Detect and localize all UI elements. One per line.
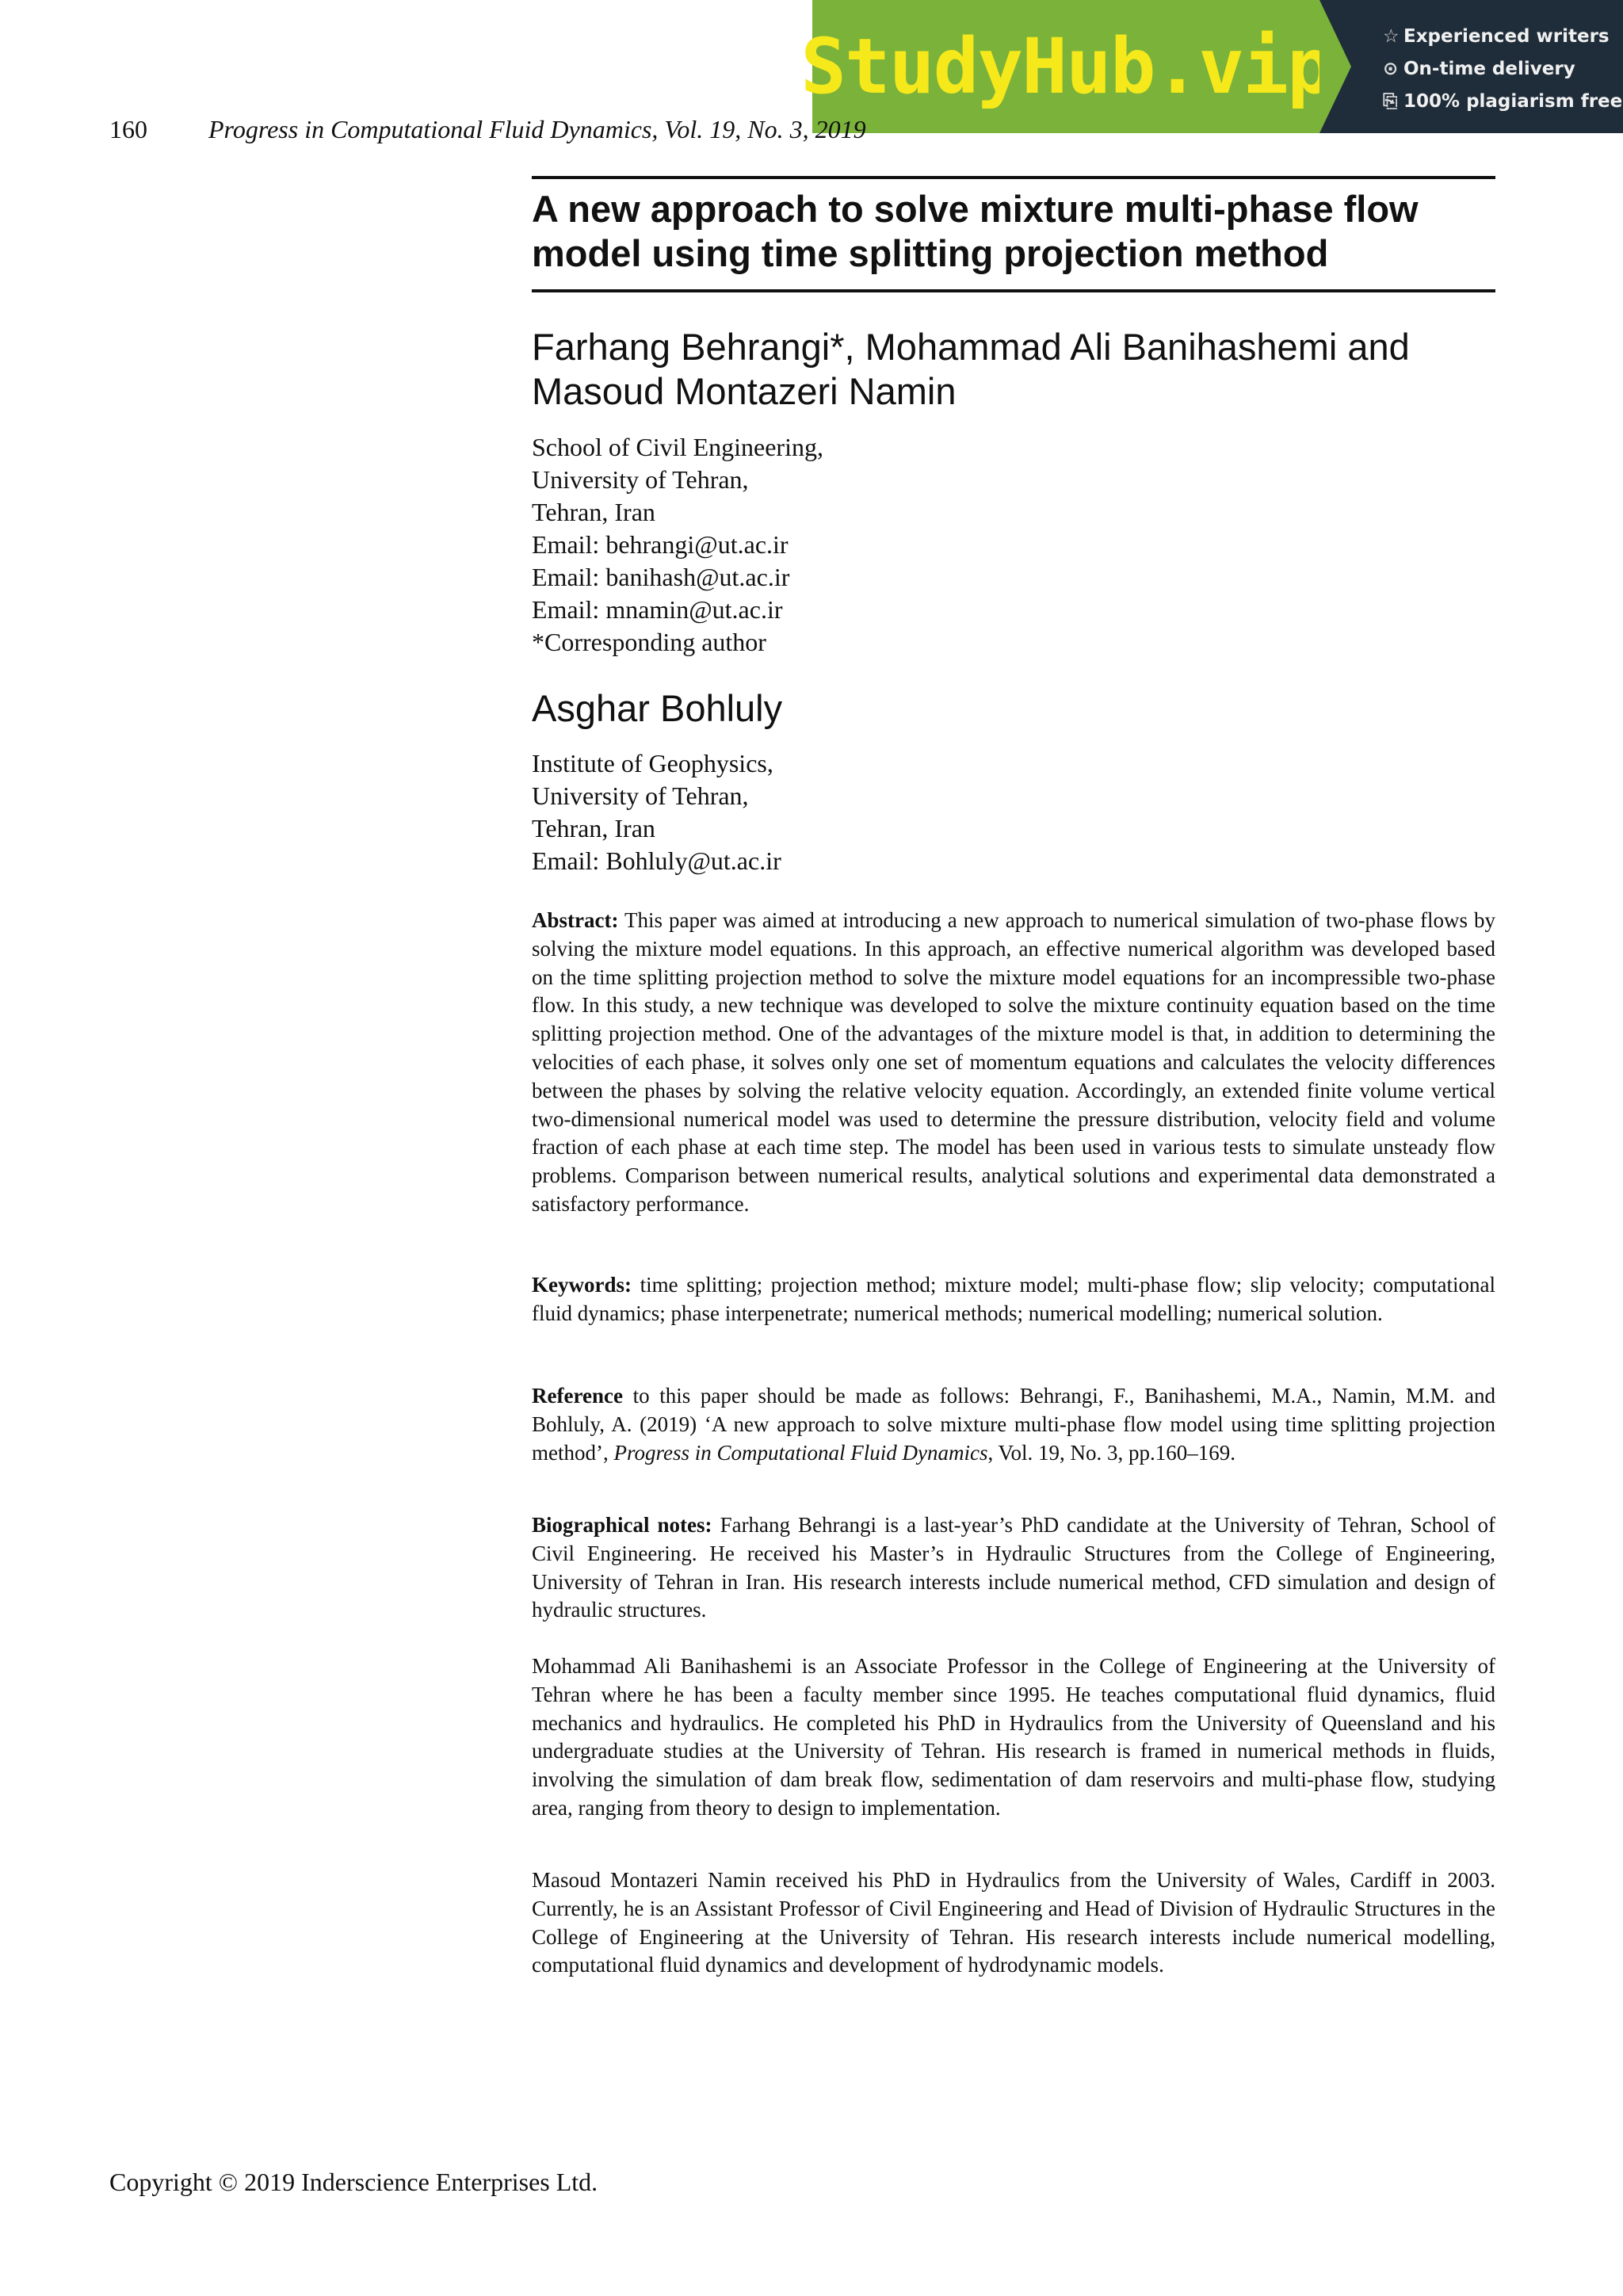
brand-logo: StudyHub.vip [800,22,1331,111]
clock-icon: ⊙ [1383,59,1399,79]
keywords-label: Keywords: [532,1273,632,1297]
affiliation-block: Institute of Geophysics, University of Tehran, Tehran, Iran Email: Bohluly@ut.ac.ir [532,747,781,877]
bio-label: Biographical notes: [532,1513,712,1537]
feature-list [1319,0,1623,133]
bio-banihashemi: Mohammad Ali Banihashemi is an Associate Professor in the College of Engineering at the University of Tehran where he has been a faculty member since 1995. He teaches computational fluid dynamics, fluid mechanics and hydraulics. He completed his PhD in Hydraulics from the University of Queensland and his undergraduate studies at the University of Tehran. His research is framed in numerical methods in fluids, involving the simulation of dam break flow, sedimentation of dam reservoirs and multi-phase flow, studying area, ranging from theory to design to implementation. [532,1654,1495,1820]
email-link[interactable]: Email: banihash@ut.ac.ir [532,563,790,591]
author-list: Farhang Behrangi*, Mohammad Ali Banihashemi and Masoud Montazeri Namin [532,326,1410,412]
feature-item: ☆ Experienced writers [1383,21,1623,53]
copyright: Copyright © 2019 Inderscience Enterprises Ltd. [109,2168,598,2196]
email-link[interactable]: Email: behrangi@ut.ac.ir [532,530,789,559]
abstract: Abstract: This paper was aimed at introducing a new approach to numerical simulation of two-phase flows by solving the mixture model equations. In this approach, an effective numerical algorithm was developed based on the time splitting projection method to solve the mixture model equations for an incompressible two-phase flow. In this study, a new technique was developed to solve the mixture continuity equation based on the time splitting projection method. One of the advantages of the mixture model is that, in addition to determining the velocities of each phase, it solves only one set of momentum equations and calculates the velocity differences between the phases by solving the relative velocity equation. Accordingly, an extended finite volume vertical two-dimensional numerical model was used to determine the pressure distribution, velocity field and volume fraction of each phase at each time step. The model has been used in various tests to simulate unsteady flow problems. Comparison between numerical results, analytical solutions and experimental data demonstrated a satisfactory performance. [532,908,1496,1216]
feature-item: ⎘ 100% plagiarism free [1383,86,1623,118]
document-check-icon: ⎘ [1383,91,1398,112]
reference-label: Reference [532,1384,623,1408]
bio-namin: Masoud Montazeri Namin received his PhD in Hydraulics from the University of Wales, Cardiff in 2003. Currently, he is an Assistant Professor of Civil Engineering and Head of Division of Hydraulic Structures in the College of Engineering at the University of Tehran. His research interests include numerical modelling, computational fluid dynamics and development of hydrodynamic models. [532,1868,1495,1977]
affiliation-block: School of Civil Engineering, University of Tehran, Tehran, Iran Email: behrangi@ut.ac.ir Email: banihash@ut.ac.ir Email: mnamin@ut.ac.ir *Corresponding author [532,433,823,656]
studyhub-banner[interactable] [800,0,1623,133]
abstract-label: Abstract: [532,908,619,932]
star-icon: ☆ [1383,26,1400,47]
journal-name: Progress in Computational Fluid Dynamics, Vol. 19, No. 3, 2019 [208,115,866,143]
page-number: 160 [109,115,147,143]
title-rule-bottom [532,289,1495,292]
feature-item: ⊙ On-time delivery [1383,53,1623,86]
running-head [109,115,866,144]
author-bohluly: Asghar Bohluly [532,687,783,729]
email-link[interactable]: Email: Bohluly@ut.ac.ir [532,846,781,875]
email-link[interactable]: Email: mnamin@ut.ac.ir [532,595,783,624]
reference: Reference to this paper should be made as follows: Behrangi, F., Banihashemi, M.A., Namin, M.M. and Bohluly, A. (2019) ‘A new approach to solve mixture multi-phase flow model using time splitting projection method’, Progress in Computational Fluid Dynamics, Vol. 19, No. 3, pp.160–169. [532,1384,1496,1465]
keywords: Keywords: time splitting; projection method; mixture model; multi-phase flow; slip velocity; computational fluid dynamics; phase interpenetrate; numerical methods; numerical modelling; numerical solution. [532,1273,1495,1325]
bio-behrangi: Biographical notes: Farhang Behrangi is a last-year’s PhD candidate at the University of Tehran, School of Civil Engineering. He received his Master’s in Hydraulic Structures from the College of Engineering, University of Tehran in Iran. His research interests include numerical method, CFD simulation and design of hydraulic structures. [532,1513,1495,1622]
paper-title: A new approach to solve mixture multi-phase flow model using time splitting projection method [532,188,1419,274]
title-rule-top [532,176,1495,179]
brand-block [800,0,1331,133]
